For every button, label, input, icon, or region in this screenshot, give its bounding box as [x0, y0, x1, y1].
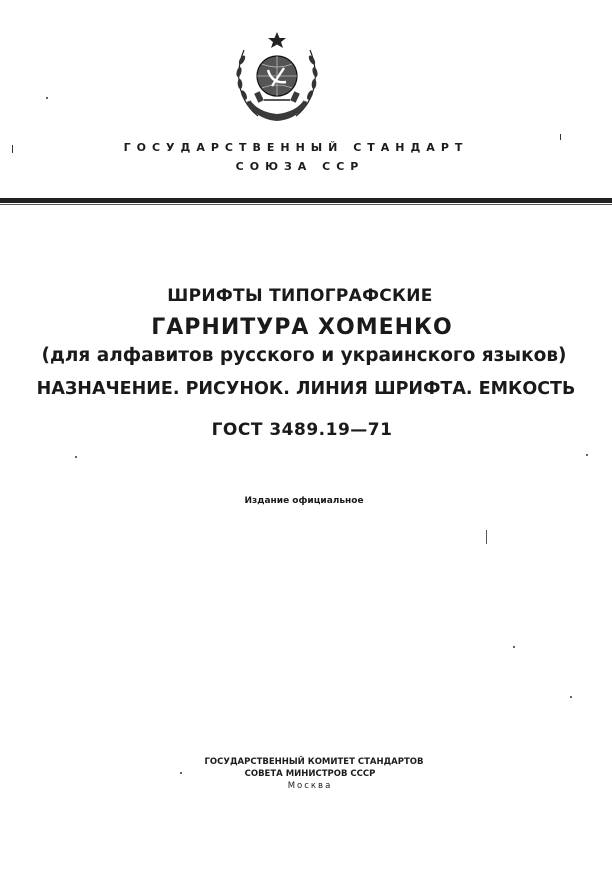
ussr-coat-of-arms-icon: [228, 30, 326, 126]
scan-speck: [46, 97, 48, 99]
header-line-state-standard: ГОСУДАРСТВЕННЫЙ СТАНДАРТ: [123, 141, 469, 154]
footer-committee: ГОСУДАРСТВЕННЫЙ КОМИТЕТ СТАНДАРТОВ: [204, 757, 424, 767]
header-line-ussr: СОЮЗА ССР: [235, 160, 365, 173]
header-divider: [0, 198, 612, 205]
scan-speck: [570, 696, 572, 698]
scan-speck: [12, 145, 13, 153]
footer-council: СОВЕТА МИНИСТРОВ СССР: [244, 769, 376, 779]
standard-number: ГОСТ 3489.19—71: [211, 420, 393, 440]
title-typeface-name: ГАРНИТУРА ХОМЕНКО: [151, 315, 453, 340]
scan-speck: [560, 134, 561, 140]
title-scope-line: НАЗНАЧЕНИЕ. РИСУНОК. ЛИНИЯ ШРИФТА. ЕМКОСТЬ: [36, 379, 576, 399]
scan-speck: [486, 530, 487, 544]
scan-speck: [75, 456, 77, 458]
scan-speck: [180, 772, 182, 774]
title-typographic-fonts: ШРИФТЫ ТИПОГРАФСКИЕ: [167, 286, 433, 306]
scan-speck: [513, 646, 515, 648]
title-alphabets-note: (для алфавитов русского и украинского языков): [41, 345, 567, 366]
footer-city: Москва: [287, 781, 333, 791]
scan-speck: [586, 454, 588, 456]
edition-note: Издание официальное: [244, 496, 364, 506]
